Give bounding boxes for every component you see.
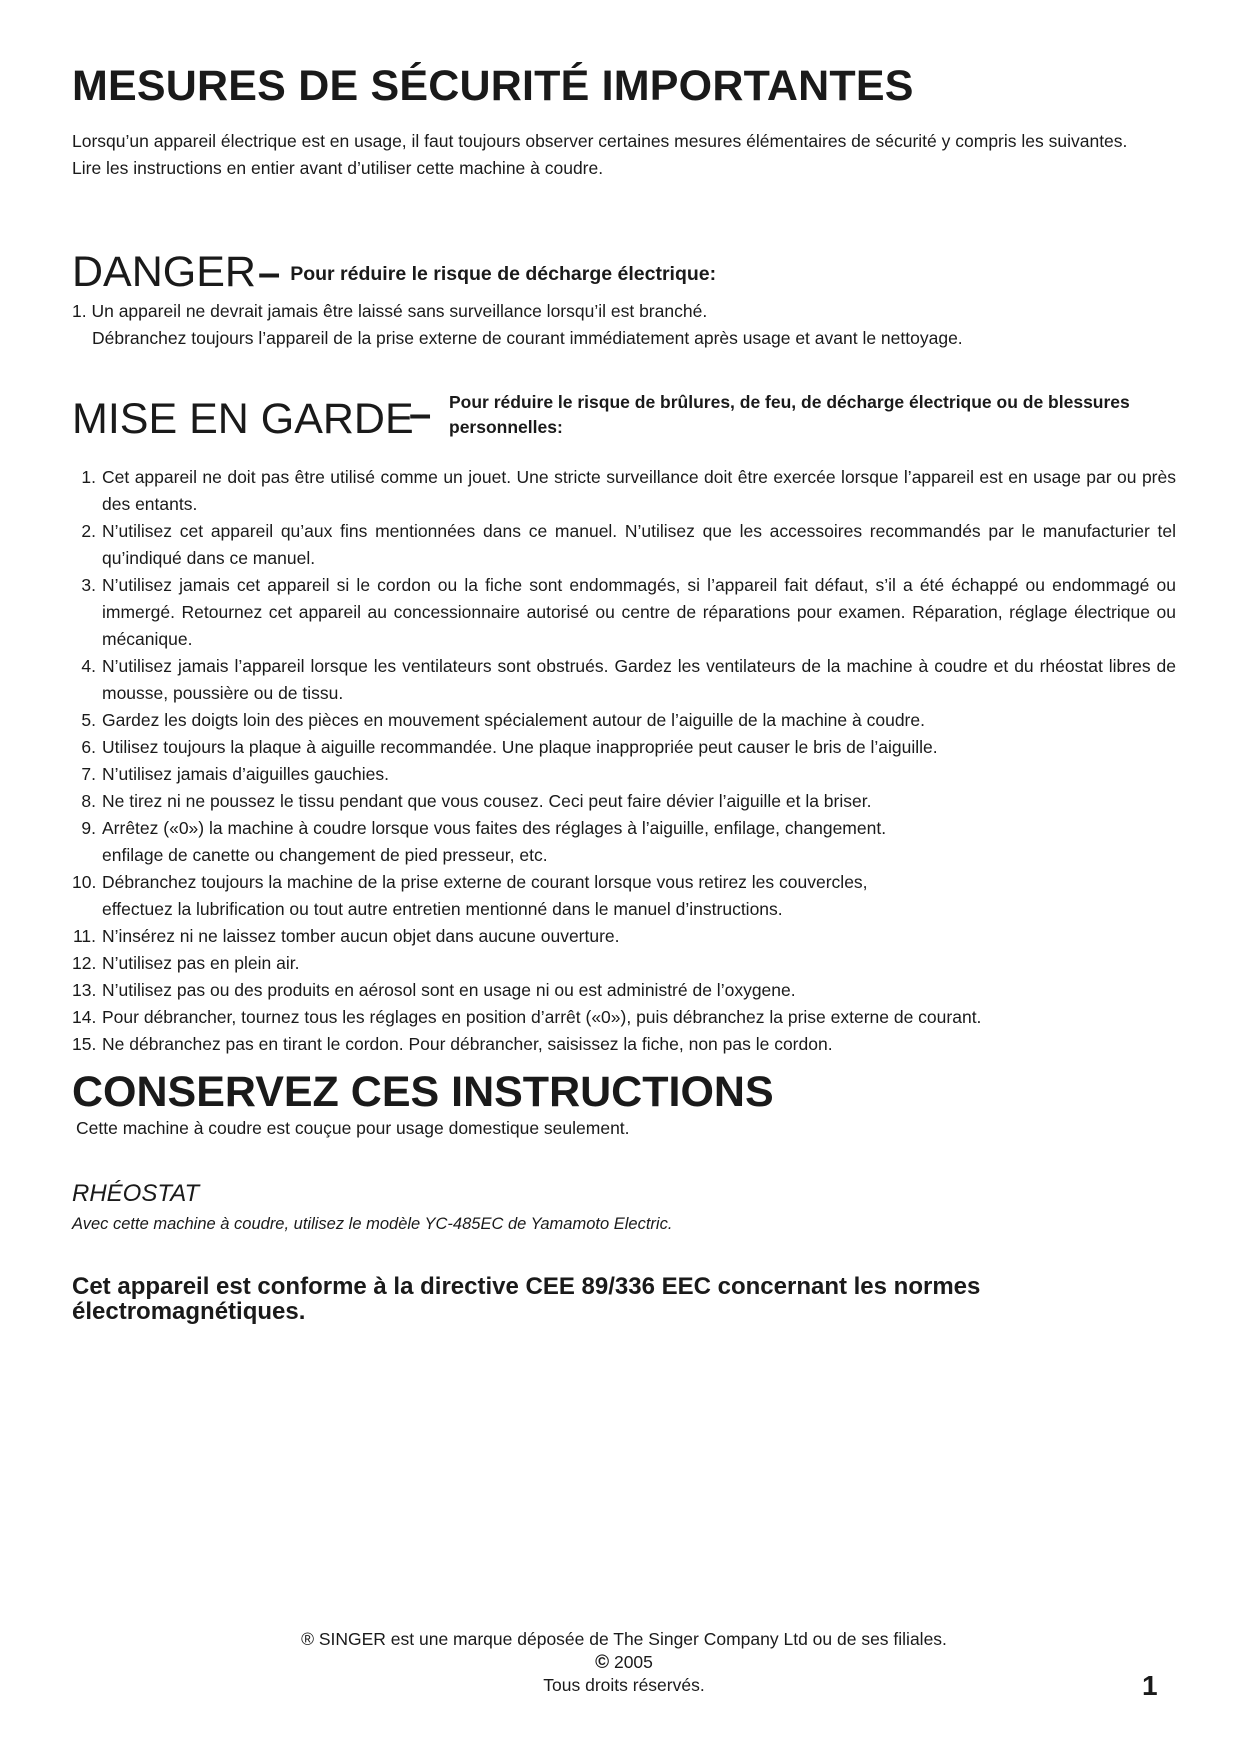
item-text: N’utilisez cet appareil qu’aux fins mentionnées dans ce manuel. N’utilisez que les accessoires recommandés par le manufacturier tel qu’indiqué dans ce manuel. [102,521,1176,568]
conformity-statement: Cet appareil est conforme à la directive CEE 89/336 EEC concernant les normes électromagnétiques. [72,1273,981,1325]
danger-item: 1. Un appareil ne devrait jamais être laissé sans surveillance lorsqu’il est branché. [72,301,708,321]
list-item [72,518,1176,572]
item-text: N’insérez ni ne laissez tomber aucun objet dans aucune ouverture. [102,926,620,946]
item-text-continuation: enfilage de canette ou changement de pied presseur, etc. [102,845,548,865]
list-item [72,464,1176,518]
item-text: Pour débrancher, tournez tous les réglages en position d’arrêt («0»), puis débranchez la prise externe de courant. [102,1007,982,1027]
page-title: MESURES DE SÉCURITÉ IMPORTANTES [72,62,914,110]
list-item [72,707,1176,734]
danger-subtitle: Pour réduire le risque de décharge électrique: [290,263,717,285]
item-number: 3. [81,575,96,595]
item-number: 4. [81,656,96,676]
item-text: Ne débranchez pas en tirant le cordon. Pour débrancher, saisissez la fiche, non pas le cordon. [102,1034,833,1054]
copyright-line [72,1651,1176,1674]
item-number: 12. [72,953,97,973]
intro-instruction: Lire les instructions en entier avant d’utiliser cette machine à coudre. [72,158,604,178]
list-item [72,653,1176,707]
danger-heading [72,248,716,297]
item-number: 13. [72,980,97,1000]
item-text: Cet appareil ne doit pas être utilisé comme un jouet. Une stricte surveillance doit être exercée lorsque l’appareil est en usage par ou près des entants. [102,467,1176,514]
list-item [72,950,1176,977]
domestic-use-note: Cette machine à coudre est couçue pour usage domestique seulement. [76,1118,630,1138]
item-number: 14. [72,1007,97,1027]
danger-dash: – [257,251,281,295]
item-number: 9. [81,818,96,838]
copyright-year: 2005 [613,1652,653,1672]
copyright-icon: © [595,1652,610,1673]
warning-title: MISE EN GARDE [72,395,414,443]
list-item [72,977,1176,1004]
item-number: 8. [81,791,96,811]
item-text: N’utilisez jamais l’appareil lorsque les ventilateurs sont obstrués. Gardez les ventilateurs de la machine à coudre et du rhéostat libres de mousse, poussière ou de tissu. [102,656,1176,703]
page-number: 1 [1142,1670,1158,1701]
document-page [72,0,1176,1754]
intro-paragraph: Lorsqu’un appareil électrique est en usage, il faut toujours observer certaines mesures élémentaires de sécurité y compris les suivantes. [72,131,1128,151]
rights-notice: Tous droits réservés. [543,1675,705,1695]
list-item [72,1031,1176,1058]
item-text-continuation: effectuez la lubrification ou tout autre entretien mentionné dans le manuel d’instructions. [102,899,783,919]
danger-title: DANGER [72,248,256,296]
list-item [72,923,1176,950]
item-text: Utilisez toujours la plaque à aiguille recommandée. Une plaque inappropriée peut causer le bris de l’aiguille. [102,737,938,757]
danger-item-continuation: Débranchez toujours l’appareil de la prise externe de courant immédiatement après usage et avant le nettoyage. [92,328,963,348]
danger-list [72,298,1172,352]
item-text: Arrêtez («0») la machine à coudre lorsque vous faites des réglages à l’aiguille, enfilage, changement. [102,818,887,838]
warning-subtitle: Pour réduire le risque de brûlures, de feu, de décharge électrique ou de blessures personnelles: [449,392,1130,437]
item-text: N’utilisez pas ou des produits en aérosol sont en usage ni ou est administré de l’oxygene. [102,980,796,1000]
item-number: 2. [81,521,96,541]
item-text: Débranchez toujours la machine de la prise externe de courant lorsque vous retirez les couvercles, [102,872,868,892]
rheostat-text: Avec cette machine à coudre, utilisez le modèle YC-485EC de Yamamoto Electric. [72,1215,673,1233]
rheostat-title: RHÉOSTAT [72,1180,200,1207]
footer [72,1628,1176,1697]
list-item [72,1004,1176,1031]
intro-section [72,128,1172,182]
list-item [72,788,1176,815]
item-number: 7. [81,764,96,784]
warning-list [72,464,1176,1058]
item-text: N’utilisez jamais cet appareil si le cordon ou la fiche sont endommagés, si l’appareil fait défaut, s’il a été échappé ou endommagé ou immergé. Retournez cet appareil au concessionnaire autorisé ou centre de réparations pour examen. Réparation, réglage électrique ou mécanique. [102,575,1176,649]
item-number: 6. [81,737,96,757]
item-number: 10. [72,872,97,892]
item-text: Gardez les doigts loin des pièces en mouvement spécialement autour de l’aiguille de la machine à coudre. [102,710,925,730]
item-number: 11. [72,926,96,946]
item-number: 15. [72,1034,97,1054]
list-item [72,572,1176,653]
warning-dash: – [409,392,432,436]
item-text: Ne tirez ni ne poussez le tissu pendant que vous cousez. Ceci peut faire dévier l’aiguille et la briser. [102,791,872,811]
item-text: N’utilisez jamais d’aiguilles gauchies. [102,764,389,784]
list-item [72,815,1176,869]
warning-heading [72,392,1176,452]
list-item [72,734,1176,761]
item-number: 5. [81,710,96,730]
list-item [72,869,1176,923]
trademark-notice: ® SINGER est une marque déposée de The Singer Company Ltd ou de ses filiales. [301,1629,947,1649]
item-number: 1. [81,467,96,487]
item-text: N’utilisez pas en plein air. [102,953,300,973]
keep-instructions-title: CONSERVEZ CES INSTRUCTIONS [72,1068,774,1116]
list-item [72,761,1176,788]
